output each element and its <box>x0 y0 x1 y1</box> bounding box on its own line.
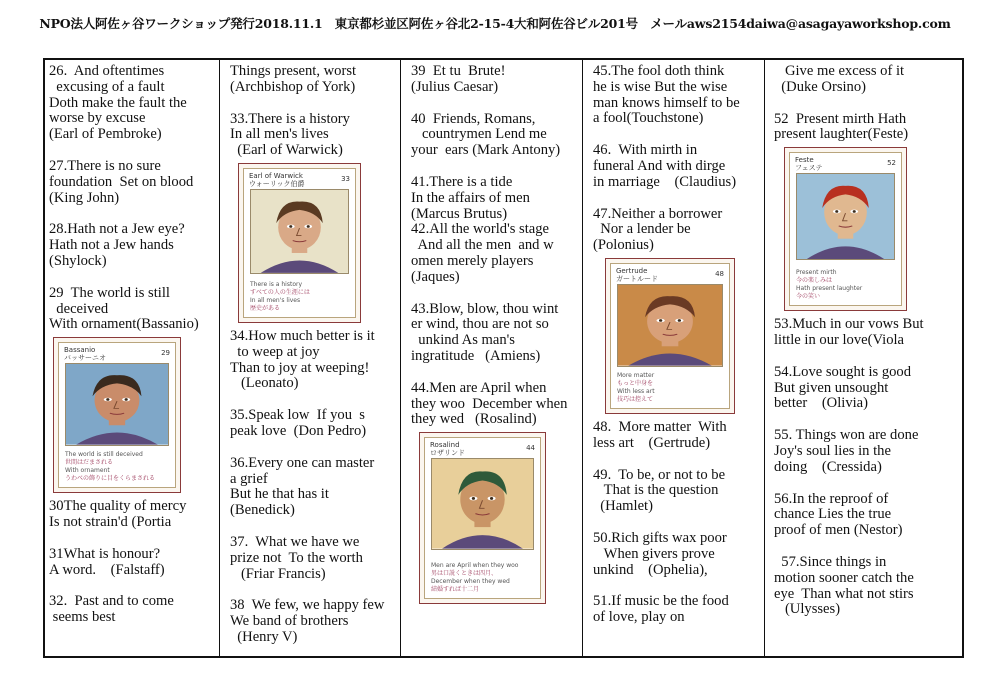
entry-spacer <box>49 206 217 222</box>
card-name-jp: バッサーニオ <box>64 354 106 363</box>
card-quote-line: 世間はだまされる <box>65 459 114 467</box>
entry-spacer <box>230 519 398 535</box>
card-portrait <box>65 363 169 446</box>
card-quote-line: Hath present laughter <box>796 285 863 293</box>
card-quote-line: In all men's lives <box>250 296 301 304</box>
entry-spacer <box>593 191 763 207</box>
card-inner <box>243 168 356 318</box>
quote-entry <box>774 492 949 539</box>
card-name-jp: フェステ <box>795 164 823 173</box>
quote-line: (King John) <box>49 189 120 206</box>
quote-line: With ornament(Bassanio) <box>49 316 199 333</box>
quote-line: (Archbishop of York) <box>230 78 356 95</box>
quote-line: man knows himself to be <box>593 94 740 111</box>
card-quote-line: With ornament <box>65 467 110 475</box>
quote-entry <box>593 64 763 127</box>
column-divider <box>400 60 401 656</box>
quote-line: 28.Hath not a Jew eye? <box>49 221 185 238</box>
quote-entry <box>411 112 581 159</box>
quote-line: present laughter(Feste) <box>774 126 909 143</box>
quote-entry <box>230 112 398 159</box>
quote-line: peak love (Don Pedro) <box>230 422 367 439</box>
quote-entry <box>230 456 398 519</box>
quote-line: in marriage (Claudius) <box>593 173 737 190</box>
quote-entry <box>774 555 949 618</box>
quote-line: 53.Much in our vows But <box>774 316 924 333</box>
quote-line: worse by excuse <box>49 110 146 127</box>
quote-line: less art (Gertrude) <box>593 434 711 451</box>
quote-line: a grief <box>230 470 268 487</box>
card-quote-line: うわべの飾りに目をくらまされる <box>65 475 156 483</box>
quote-entry <box>230 408 398 440</box>
quote-entry <box>49 64 217 143</box>
quote-line: they woo December when <box>411 395 568 412</box>
card-character-name <box>249 172 304 188</box>
quote-line: 35.Speak low If you s <box>230 407 365 424</box>
quote-line: prize not To the worth <box>230 549 363 566</box>
card-quote-line: 歴史がある <box>250 304 281 312</box>
quote-line: 38 We few, we happy few <box>230 597 385 614</box>
quote-entry <box>49 286 217 333</box>
entry-spacer <box>230 582 398 598</box>
quote-line: Joy's soul lies in the <box>774 442 891 459</box>
card-quote-line: 今の笑い <box>796 293 821 301</box>
quote-line: 51.If music be the food <box>593 593 729 610</box>
quote-entry <box>411 381 581 428</box>
portrait-drawing <box>618 285 722 366</box>
card-quote <box>65 451 171 483</box>
entry-spacer <box>411 96 581 112</box>
quote-entry <box>593 531 763 578</box>
card-name-en: Feste <box>795 156 814 165</box>
entry-spacer <box>230 96 398 112</box>
quote-line: (Henry V) <box>230 628 298 645</box>
entry-spacer <box>230 440 398 456</box>
quote-line: We band of brothers <box>230 613 349 630</box>
quote-column-4 <box>593 64 763 656</box>
card-quote-line: With less art <box>617 387 655 395</box>
quote-entry <box>49 159 217 206</box>
card-quote-line: Present mirth <box>796 269 837 277</box>
quote-line: unkind As man's <box>411 332 515 349</box>
quote-line: 29 The world is still <box>49 284 170 301</box>
card-name-en: Rosalind <box>430 441 460 450</box>
quote-entry <box>49 222 217 269</box>
quote-line: proof of men (Nestor) <box>774 522 903 539</box>
entry-spacer <box>49 531 217 547</box>
card-character-name <box>430 441 465 457</box>
card-name-jp: ロザリンド <box>430 449 465 458</box>
quote-line: 42.All the world's stage <box>411 221 550 238</box>
quote-line: 57.Since things in <box>774 553 887 570</box>
entry-spacer <box>774 476 949 492</box>
card-quote <box>796 269 897 301</box>
entry-spacer <box>411 286 581 302</box>
quote-entry <box>230 598 398 645</box>
quote-line: (Friar Francis) <box>230 565 326 582</box>
quote-line: he is wise But the wise <box>593 78 728 95</box>
entry-spacer <box>49 270 217 286</box>
card-number: 33 <box>341 174 350 183</box>
card-name-jp: ガートルード <box>616 274 658 283</box>
card-quote-line: The world is still deceived <box>65 451 143 459</box>
quote-line: That is the question <box>593 482 719 499</box>
quote-line: 36.Every one can master <box>230 454 375 471</box>
quote-line: excusing of a fault <box>49 78 165 95</box>
quote-line: But he that has it <box>230 486 329 503</box>
card-quote-line: 今の楽しみは <box>796 277 833 285</box>
quote-entry <box>230 64 398 96</box>
entry-spacer <box>411 159 581 175</box>
quote-line: to weep at joy <box>230 343 320 360</box>
quote-line: When givers prove <box>593 545 715 562</box>
quote-line: (Jaques) <box>411 268 460 285</box>
quote-line: Give me excess of it <box>774 64 905 79</box>
character-card-warwick <box>238 163 361 323</box>
quote-entry <box>230 329 398 392</box>
quote-entry <box>774 112 949 144</box>
entry-spacer <box>774 412 949 428</box>
quote-line: your ears (Mark Antony) <box>411 142 561 159</box>
card-character-name <box>616 267 658 283</box>
card-number: 52 <box>887 159 896 168</box>
card-character-name <box>795 156 823 172</box>
card-inner <box>789 152 902 306</box>
card-number: 48 <box>715 269 724 278</box>
character-card-gertrude <box>605 258 735 414</box>
quote-line: funeral And with dirge <box>593 157 726 174</box>
quote-entry <box>49 594 217 626</box>
quote-column-5 <box>774 64 949 656</box>
column-divider <box>219 60 220 656</box>
entry-spacer <box>593 578 763 594</box>
quote-line: 33.There is a history <box>230 110 350 127</box>
quote-line: foundation Set on blood <box>49 173 194 190</box>
card-inner <box>58 342 176 488</box>
character-card-bassanio <box>53 337 181 493</box>
quote-entry <box>411 175 581 222</box>
quote-line: er wind, thou are not so <box>411 316 549 333</box>
quote-line: 34.How much better is it <box>230 327 375 344</box>
quote-line: 43.Blow, blow, thou wint <box>411 300 559 317</box>
character-card-feste <box>784 147 907 311</box>
quote-line: countrymen Lend me <box>411 126 547 143</box>
quote-line: better (Olivia) <box>774 395 869 412</box>
quote-entry <box>49 499 217 531</box>
card-quote-line: There is a history <box>250 280 303 288</box>
card-quote-line: December when they wed <box>431 578 510 586</box>
entry-spacer <box>593 127 763 143</box>
entry-spacer <box>411 365 581 381</box>
quote-entry <box>593 594 763 626</box>
quote-line: motion sooner catch the <box>774 569 914 586</box>
quote-line: 26. And oftentimes <box>49 64 165 79</box>
entry-spacer <box>230 392 398 408</box>
quote-line: 31What is honour? <box>49 545 161 562</box>
quote-line: And all the men and w <box>411 237 554 254</box>
entry-spacer <box>774 539 949 555</box>
quote-column-3 <box>411 64 581 656</box>
quote-entry <box>411 222 581 285</box>
quote-line: deceived <box>49 300 109 317</box>
card-name-jp: ウォーリック伯爵 <box>249 179 305 188</box>
page-header: NPO法人阿佐ヶ谷ワークショップ発行2018.11.1 東京都杉並区阿佐ヶ谷北2-15-4大和阿佐谷ビル201号 メールaws2154daiwa@asagayaworkshop.com <box>39 16 951 31</box>
entry-spacer <box>593 515 763 531</box>
quote-line: ingratitude (Amiens) <box>411 347 541 364</box>
card-character-name <box>64 346 106 362</box>
quote-line: In all men's lives <box>230 126 329 143</box>
quote-entry <box>593 207 763 254</box>
quote-line: 50.Rich gifts wax poor <box>593 529 727 546</box>
quote-line: 32. Past and to come <box>49 593 174 610</box>
card-quote <box>617 372 725 404</box>
quote-line: (Earl of Warwick) <box>230 142 343 159</box>
quote-line: little in our love(Viola <box>774 331 905 348</box>
quote-line: 27.There is no sure <box>49 157 161 174</box>
quote-line: 44.Men are April when <box>411 379 547 396</box>
card-quote-line: More matter <box>617 371 655 379</box>
card-inner <box>424 437 541 599</box>
card-portrait <box>431 458 534 550</box>
quote-line: A word. (Falstaff) <box>49 561 165 578</box>
character-card-rosalind <box>419 432 546 604</box>
quote-entry <box>593 420 763 452</box>
quote-line: 55. Things won are done <box>774 427 919 444</box>
entry-spacer <box>49 578 217 594</box>
quote-line: eye Than what not stirs <box>774 585 914 602</box>
quote-line: 39 Et tu Brute! <box>411 64 506 79</box>
quote-line: Nor a lender be <box>593 221 691 238</box>
quote-line: chance Lies the true <box>774 506 892 523</box>
quote-line: 46. With mirth in <box>593 142 698 159</box>
card-quote-line: 結婚すれば十二月 <box>431 586 480 594</box>
quote-line: Hath not a Jew hands <box>49 237 174 254</box>
quote-entry <box>774 365 949 412</box>
card-portrait <box>617 284 723 367</box>
quote-line: (Benedick) <box>230 502 295 519</box>
card-quote <box>431 562 536 594</box>
quote-entry <box>411 64 581 96</box>
quote-column-1 <box>49 64 217 656</box>
quote-line: they wed (Rosalind) <box>411 411 537 428</box>
quote-entry <box>774 64 949 96</box>
card-portrait <box>250 189 349 274</box>
quote-line: (Leonato) <box>230 375 299 392</box>
portrait-drawing <box>432 459 533 549</box>
quote-line: 30The quality of mercy <box>49 498 187 515</box>
card-quote-line: 男は口説くときは四月、 <box>431 570 498 578</box>
card-number: 29 <box>161 349 170 358</box>
quote-line: omen merely players <box>411 252 534 269</box>
portrait-drawing <box>66 364 168 445</box>
quote-sheet-frame <box>43 58 964 658</box>
quote-line: (Hamlet) <box>593 498 653 515</box>
quote-line: a fool(Touchstone) <box>593 110 704 127</box>
portrait-drawing <box>797 174 894 259</box>
quote-line: Things present, worst <box>230 64 357 79</box>
quote-line: 56.In the reproof of <box>774 490 889 507</box>
quote-line: unkind (Ophelia), <box>593 561 708 578</box>
quote-line: Is not strain'd (Portia <box>49 513 172 530</box>
quote-line: (Duke Orsino) <box>774 78 867 95</box>
quote-line: 48. More matter With <box>593 418 727 435</box>
quote-line: Doth make the fault the <box>49 94 187 111</box>
quote-line: (Marcus Brutus) <box>411 205 508 222</box>
card-inner <box>610 263 730 409</box>
entry-spacer <box>774 96 949 112</box>
quote-line: Than to joy at weeping! <box>230 359 370 376</box>
quote-entry <box>593 143 763 190</box>
card-quote-line: 技巧は控えて <box>617 395 654 403</box>
entry-spacer <box>774 349 949 365</box>
card-quote-line: Men are April when they woo <box>431 562 519 570</box>
quote-line: of love, play on <box>593 609 685 626</box>
quote-line: (Earl of Pembroke) <box>49 126 162 143</box>
quote-line: 49. To be, or not to be <box>593 466 726 483</box>
card-quote <box>250 281 351 313</box>
quote-line: 47.Neither a borrower <box>593 205 723 222</box>
quote-line: (Polonius) <box>593 237 654 254</box>
entry-spacer <box>593 452 763 468</box>
card-portrait <box>796 173 895 260</box>
quote-line: doing (Cressida) <box>774 458 882 475</box>
card-number: 44 <box>526 444 535 453</box>
column-divider <box>582 60 583 656</box>
quote-line: 40 Friends, Romans, <box>411 110 536 127</box>
quote-line: But given unsought <box>774 379 889 396</box>
card-quote-line: すべての人の生涯には <box>250 288 310 296</box>
quote-line: (Shylock) <box>49 252 107 269</box>
portrait-drawing <box>251 190 348 273</box>
quote-entry <box>593 468 763 515</box>
card-quote-line: もっと中身を <box>617 379 654 387</box>
quote-line: 54.Love sought is good <box>774 363 912 380</box>
quote-line: (Julius Caesar) <box>411 78 499 95</box>
quote-line: (Ulysses) <box>774 601 841 618</box>
quote-entry <box>49 547 217 579</box>
column-divider <box>764 60 765 656</box>
quote-line: 37. What we have we <box>230 533 360 550</box>
quote-entry <box>774 428 949 475</box>
quote-line: 52 Present mirth Hath <box>774 110 907 127</box>
card-name-en: Bassanio <box>64 346 96 355</box>
quote-entry <box>411 302 581 365</box>
entry-spacer <box>49 143 217 159</box>
quote-line: 41.There is a tide <box>411 173 513 190</box>
quote-line: 45.The fool doth think <box>593 64 725 79</box>
quote-line: In the affairs of men <box>411 189 530 206</box>
quote-line: seems best <box>49 609 116 626</box>
quote-entry <box>774 317 949 349</box>
card-name-en: Earl of Warwick <box>249 171 303 180</box>
quote-entry <box>230 535 398 582</box>
quote-column-2 <box>230 64 398 656</box>
card-name-en: Gertrude <box>616 266 648 275</box>
